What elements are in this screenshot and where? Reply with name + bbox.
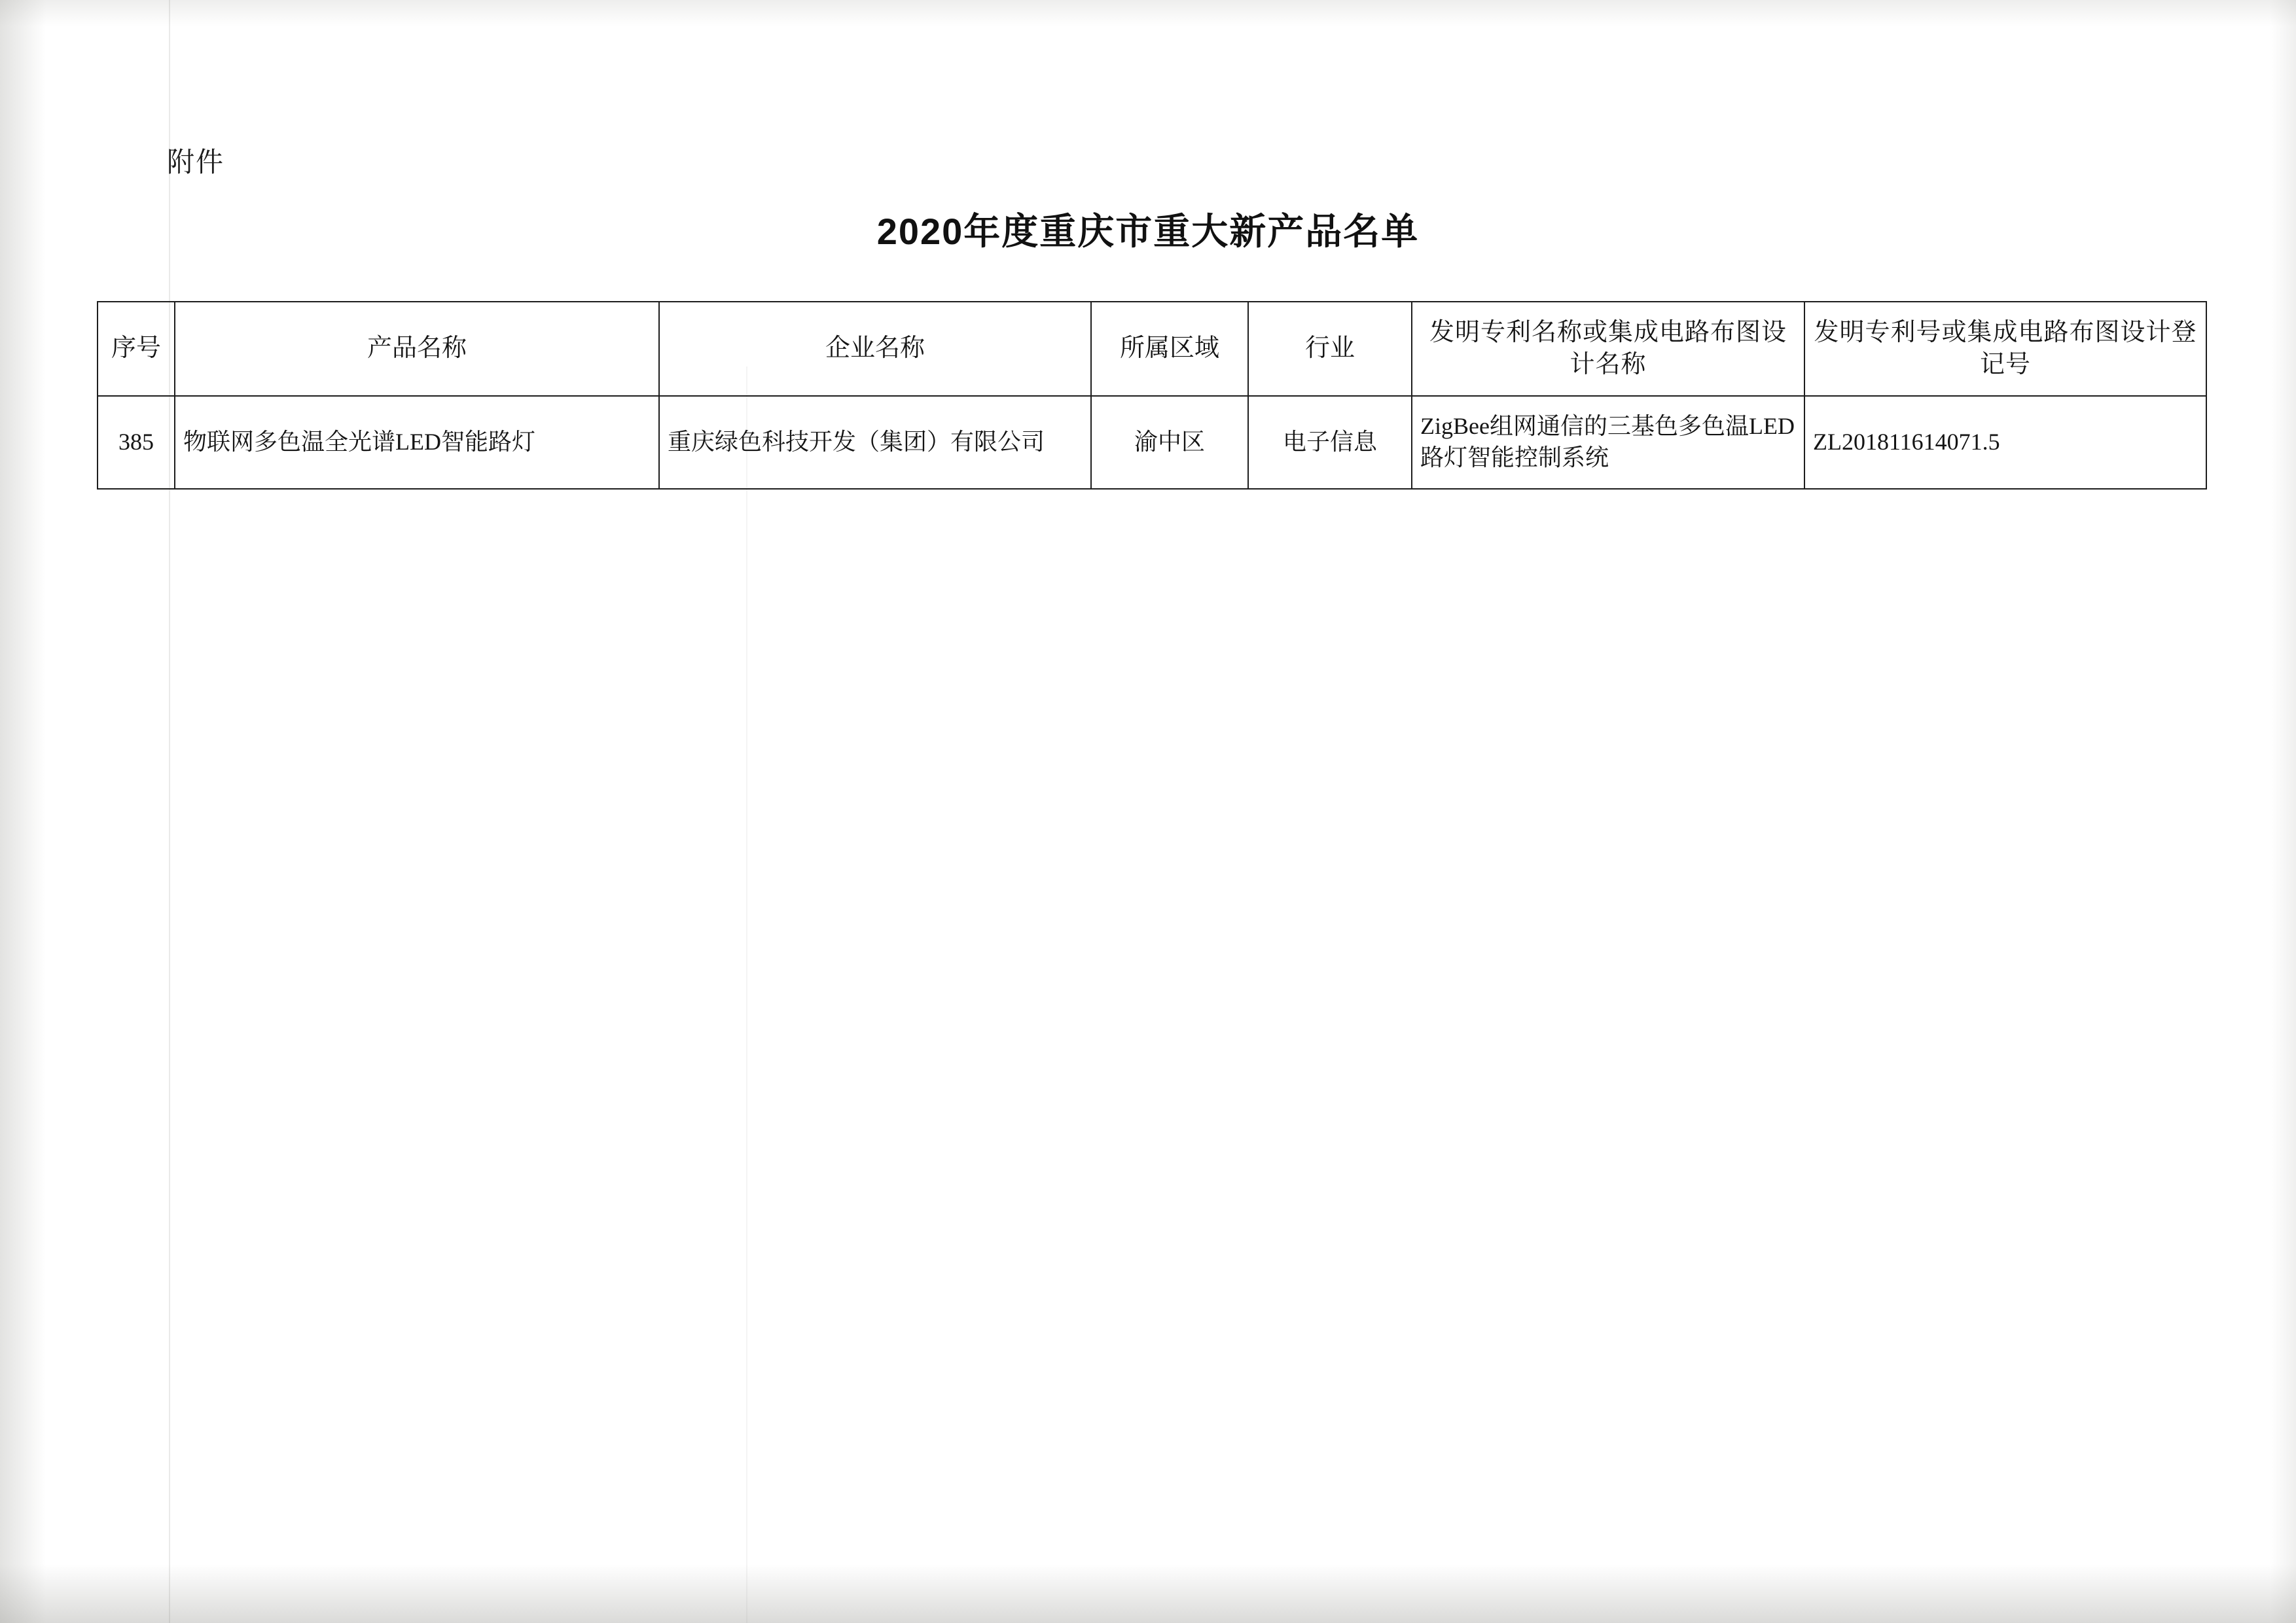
table-header-row <box>98 302 2206 396</box>
cell-region: 渝中区 <box>1091 396 1248 489</box>
cell-product-name: 物联网多色温全光谱LED智能路灯 <box>175 396 659 489</box>
page-title: 2020年度重庆市重大新产品名单 <box>876 211 1420 252</box>
scan-edge-top <box>0 0 2296 26</box>
table-header <box>98 302 2206 396</box>
cell-company-name: 重庆绿色科技开发（集团）有限公司 <box>659 396 1091 489</box>
cell-industry: 电子信息 <box>1248 396 1412 489</box>
cell-patent-name: ZigBee组网通信的三基色多色温LED路灯智能控制系统 <box>1412 396 1804 489</box>
table-body <box>98 396 2206 489</box>
cell-seq: 385 <box>98 396 175 489</box>
product-table-container <box>97 301 2206 490</box>
column-header-product-name: 产品名称 <box>175 302 659 396</box>
cell-patent-number: ZL201811614071.5 <box>1804 396 2206 489</box>
scan-edge-bottom <box>0 1564 2296 1623</box>
column-header-region: 所属区域 <box>1091 302 1248 396</box>
attachment-label: 附件 <box>167 148 225 178</box>
column-header-seq: 序号 <box>98 302 175 396</box>
table-row <box>98 396 2206 489</box>
column-header-patent-name: 发明专利名称或集成电路布图设计名称 <box>1412 302 1804 396</box>
column-header-industry: 行业 <box>1248 302 1412 396</box>
product-table <box>97 301 2207 490</box>
column-header-patent-number: 发明专利号或集成电路布图设计登记号 <box>1804 302 2206 396</box>
column-header-company-name: 企业名称 <box>659 302 1091 396</box>
paper-crease-line <box>746 366 747 1623</box>
